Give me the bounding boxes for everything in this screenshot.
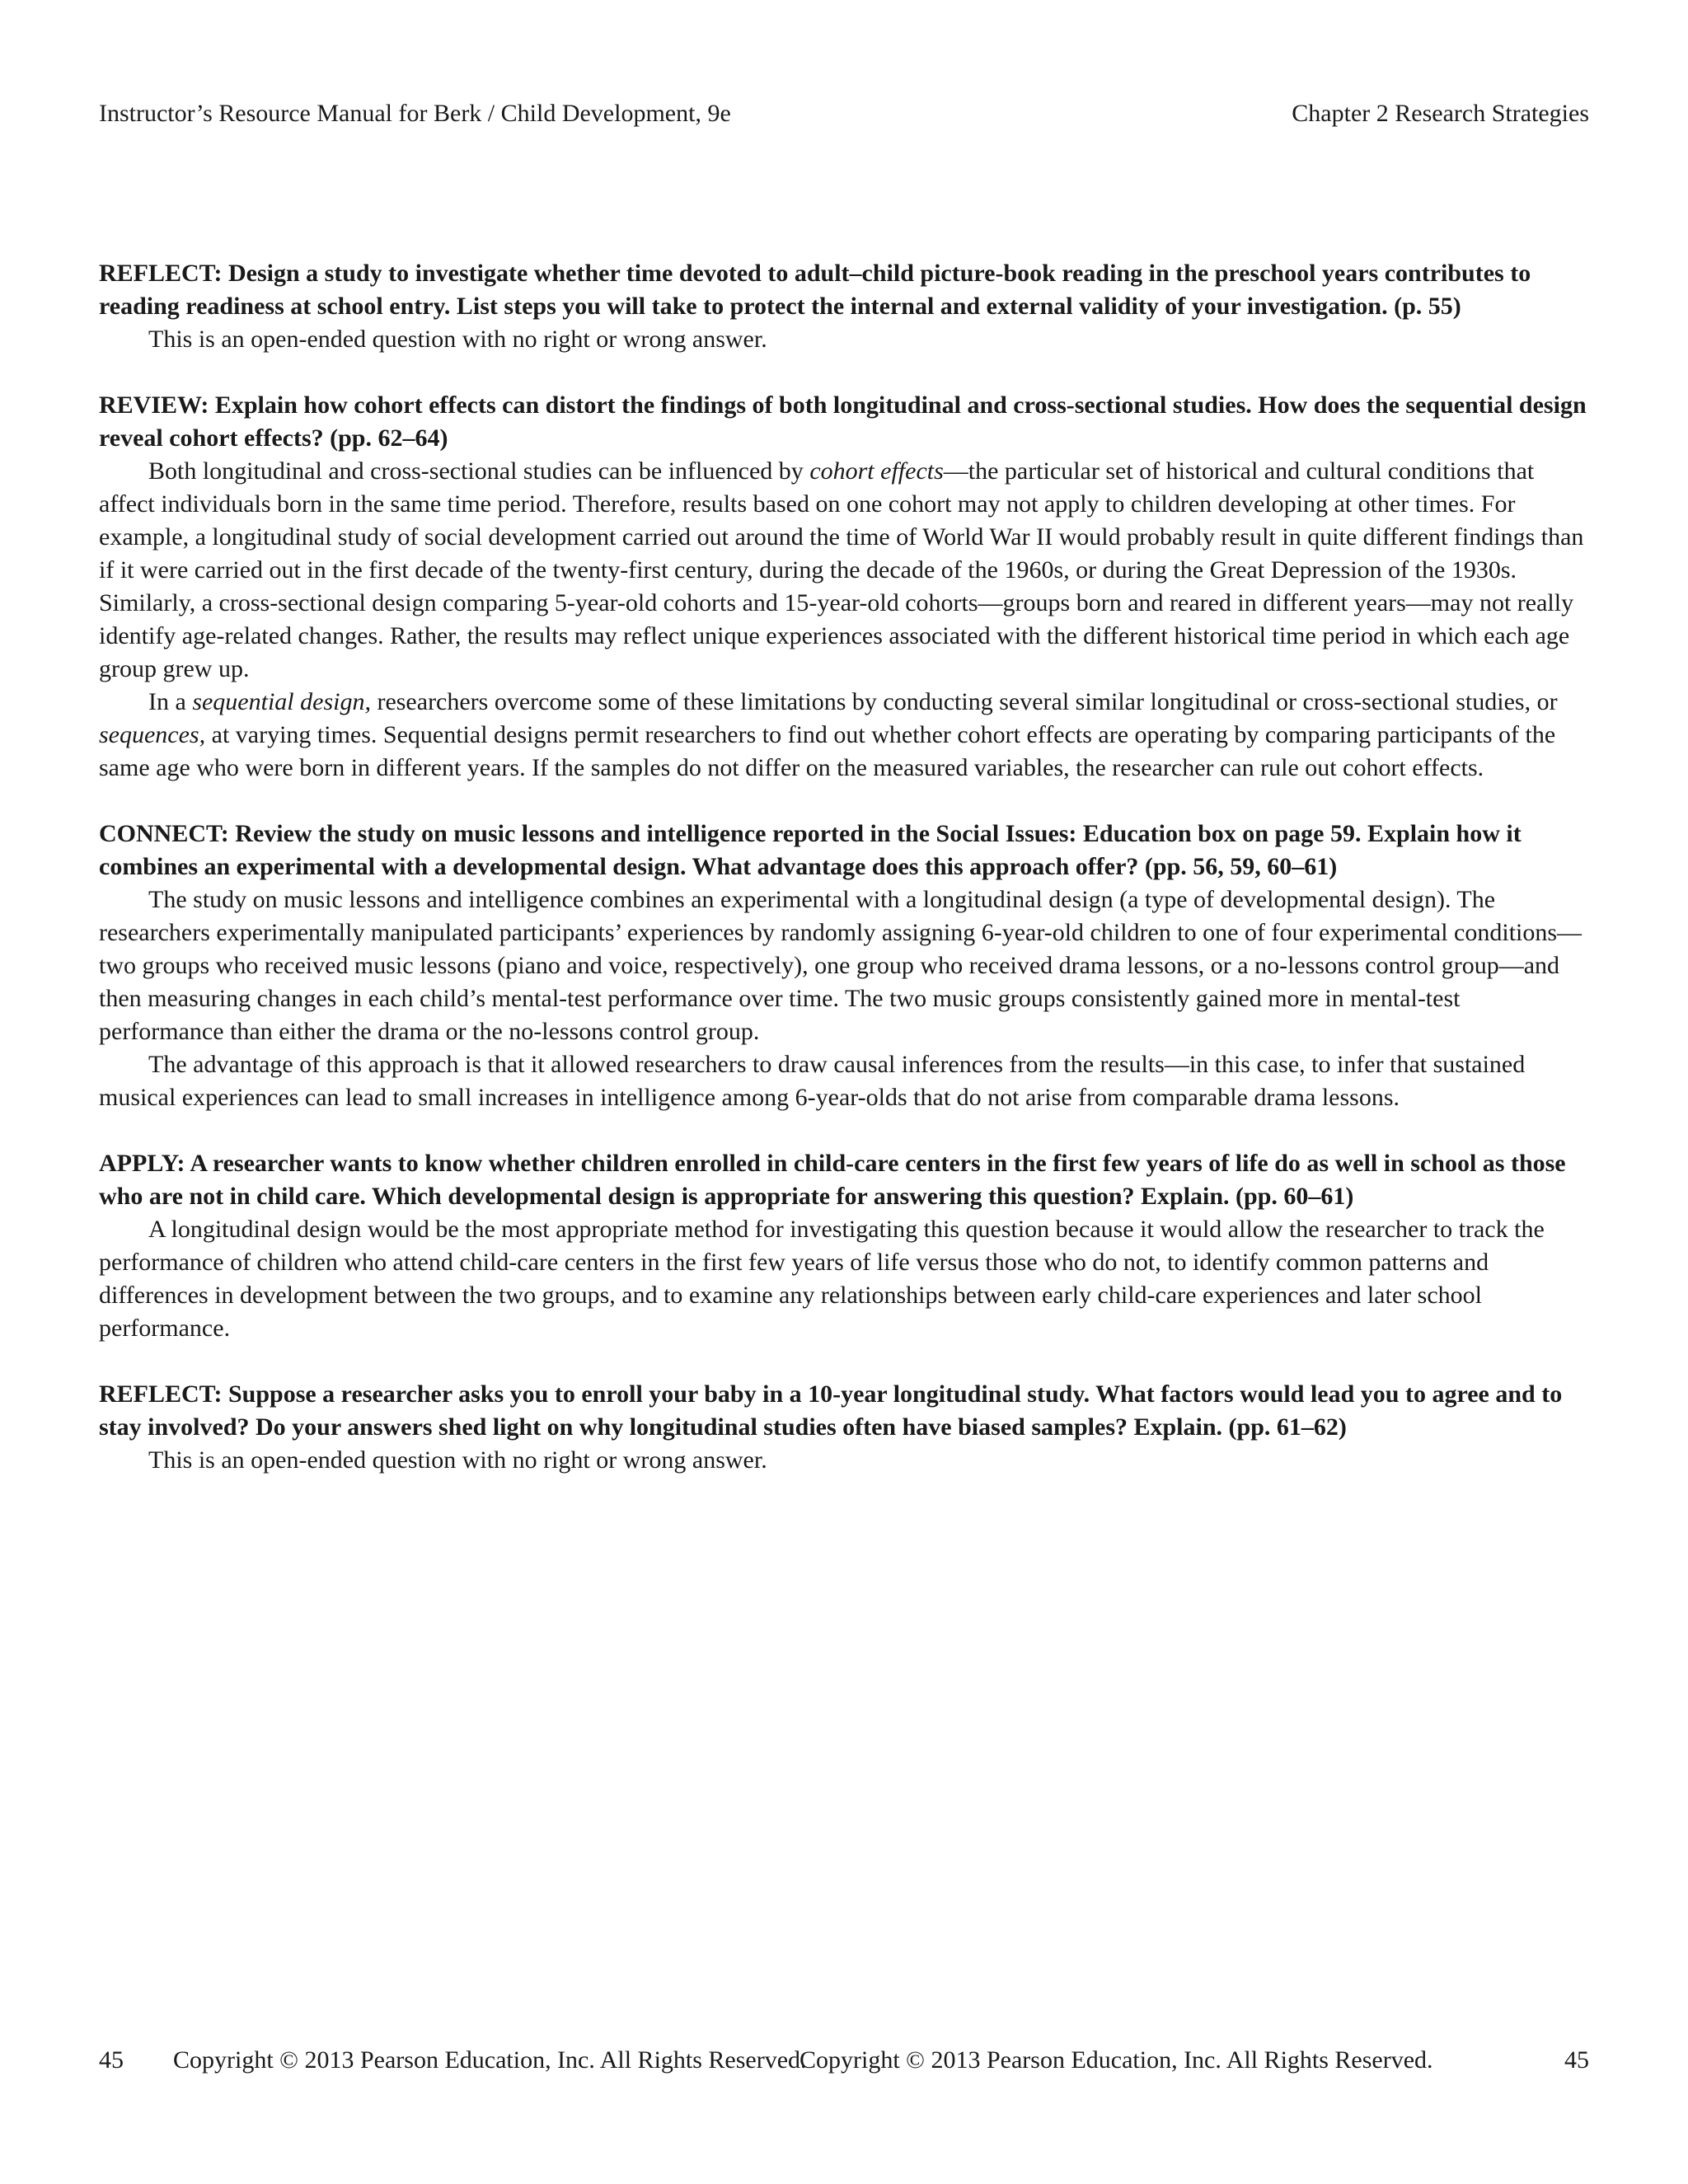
- answer-text: —the particular set of historical and cultural conditions that affect individuals born in the same time period. Therefore, results based on one cohort may not apply to children developing at other times. For example, a longitudinal study of social development carried out around the time of World War II would probably result in quite different findings than if it were carried out in the first decade of the twenty-first century, during the decade of the 1960s, or during the Great Depression of the 1930s. Similarly, a cross-sectional design comparing 5-year-old cohorts and 15-year-old cohorts—groups born and reared in different years—may not really identify age-related changes. Rather, the results may reflect unique experiences associated with the different historical time period in which each age group grew up.: [99, 457, 1584, 682]
- answer-paragraph: The advantage of this approach is that it allowed researchers to draw causal inferences from the results—in this case, to infer that sustained musical experiences can lead to small increases in intelligence among 6-year-olds that do not arise from comparable drama lessons.: [99, 1051, 1526, 1111]
- question-block: [99, 818, 1591, 1114]
- key-term: sequential design,: [192, 688, 371, 715]
- answer-paragraph: The study on music lessons and intelligence combines an experimental with a longitudinal design (a type of developmental design). The researchers experimentally manipulated participants’ experiences by randomly assigning 6-year-old children to one of four experimental conditions—two groups who received music lessons (piano and voice, respectively), one group who received drama lessons, or a no-lessons control group—and then measuring changes in each child’s mental-test performance over time. The two music groups consistently gained more in mental-test performance than either the drama or the no-lessons control group.: [99, 886, 1582, 1045]
- answer-paragraph: [99, 455, 1591, 686]
- page-footer: [0, 2044, 1688, 2077]
- running-header-chapter: Chapter 2 Research Strategies: [1292, 100, 1589, 127]
- answer-paragraph: This is an open-ended question with no right or wrong answer.: [148, 326, 767, 353]
- question-heading: APPLY: A researcher wants to know whether children enrolled in child-care centers in the first few years of life do as well in school as those who are not in child care. Which developmental design is appropriate for answering this question? Explain. (pp. 60–61): [99, 1150, 1566, 1210]
- key-term: sequences,: [99, 721, 206, 748]
- page-number-right: 45: [1564, 2046, 1589, 2074]
- question-block: [99, 257, 1591, 356]
- answer-text: In a: [148, 688, 193, 715]
- question-heading: REFLECT: Suppose a researcher asks you to enroll your baby in a 10-year longitudinal study. What factors would lead you to agree and to stay involved? Do your answers shed light on why longitudinal studies often have biased samples? Explain. (pp. 61–62): [99, 1380, 1563, 1441]
- page-number-left: 45: [99, 2046, 124, 2074]
- running-header-title: Instructor’s Resource Manual for Berk / Child Development, 9e: [99, 100, 731, 127]
- answer-paragraph: A longitudinal design would be the most appropriate method for investigating this question because it would allow the researcher to track the performance of children who attend child-care centers in the first few years of life versus those who do not, to identify common patterns and differences in development between the two groups, and to examine any relationships between early child-care experiences and later school performance.: [99, 1216, 1545, 1342]
- document-body: [99, 257, 1591, 1510]
- answer-text: at varying times. Sequential designs permit researchers to find out whether cohort effects are operating by comparing participants of the same age who were born in different years. If the samples do not differ on the measured variables, the researcher can rule out cohort effects.: [99, 721, 1556, 781]
- copyright-notice-right: Copyright © 2013 Pearson Education, Inc. All Rights Reserved.: [799, 2046, 1433, 2074]
- answer-text: researchers overcome some of these limitations by conducting several similar longitudinal or cross-sectional studies, or: [370, 688, 1558, 715]
- answer-paragraph: This is an open-ended question with no right or wrong answer.: [148, 1446, 767, 1474]
- key-term: cohort effects: [809, 457, 944, 485]
- question-heading: REVIEW: Explain how cohort effects can distort the findings of both longitudinal and cross-sectional studies. How does the sequential design reveal cohort effects? (pp. 62–64): [99, 391, 1587, 452]
- question-heading: REFLECT: Design a study to investigate whether time devoted to adult–child picture-book reading in the preschool years contributes to reading readiness at school entry. List steps you will take to protect the internal and external validity of your investigation. (p. 55): [99, 260, 1531, 320]
- copyright-notice-left: Copyright © 2013 Pearson Education, Inc. All Rights Reserved.: [173, 2046, 807, 2074]
- question-block: [99, 1378, 1591, 1477]
- question-heading: CONNECT: Review the study on music lessons and intelligence reported in the Social Issues: Education box on page 59. Explain how it combines an experimental with a developmental design. What advantage does this approach offer? (pp. 56, 59, 60–61): [99, 820, 1522, 880]
- answer-paragraph: [99, 686, 1591, 785]
- answer-text: Both longitudinal and cross-sectional studies can be influenced by: [148, 457, 810, 485]
- question-block: [99, 389, 1591, 785]
- question-block: [99, 1147, 1591, 1345]
